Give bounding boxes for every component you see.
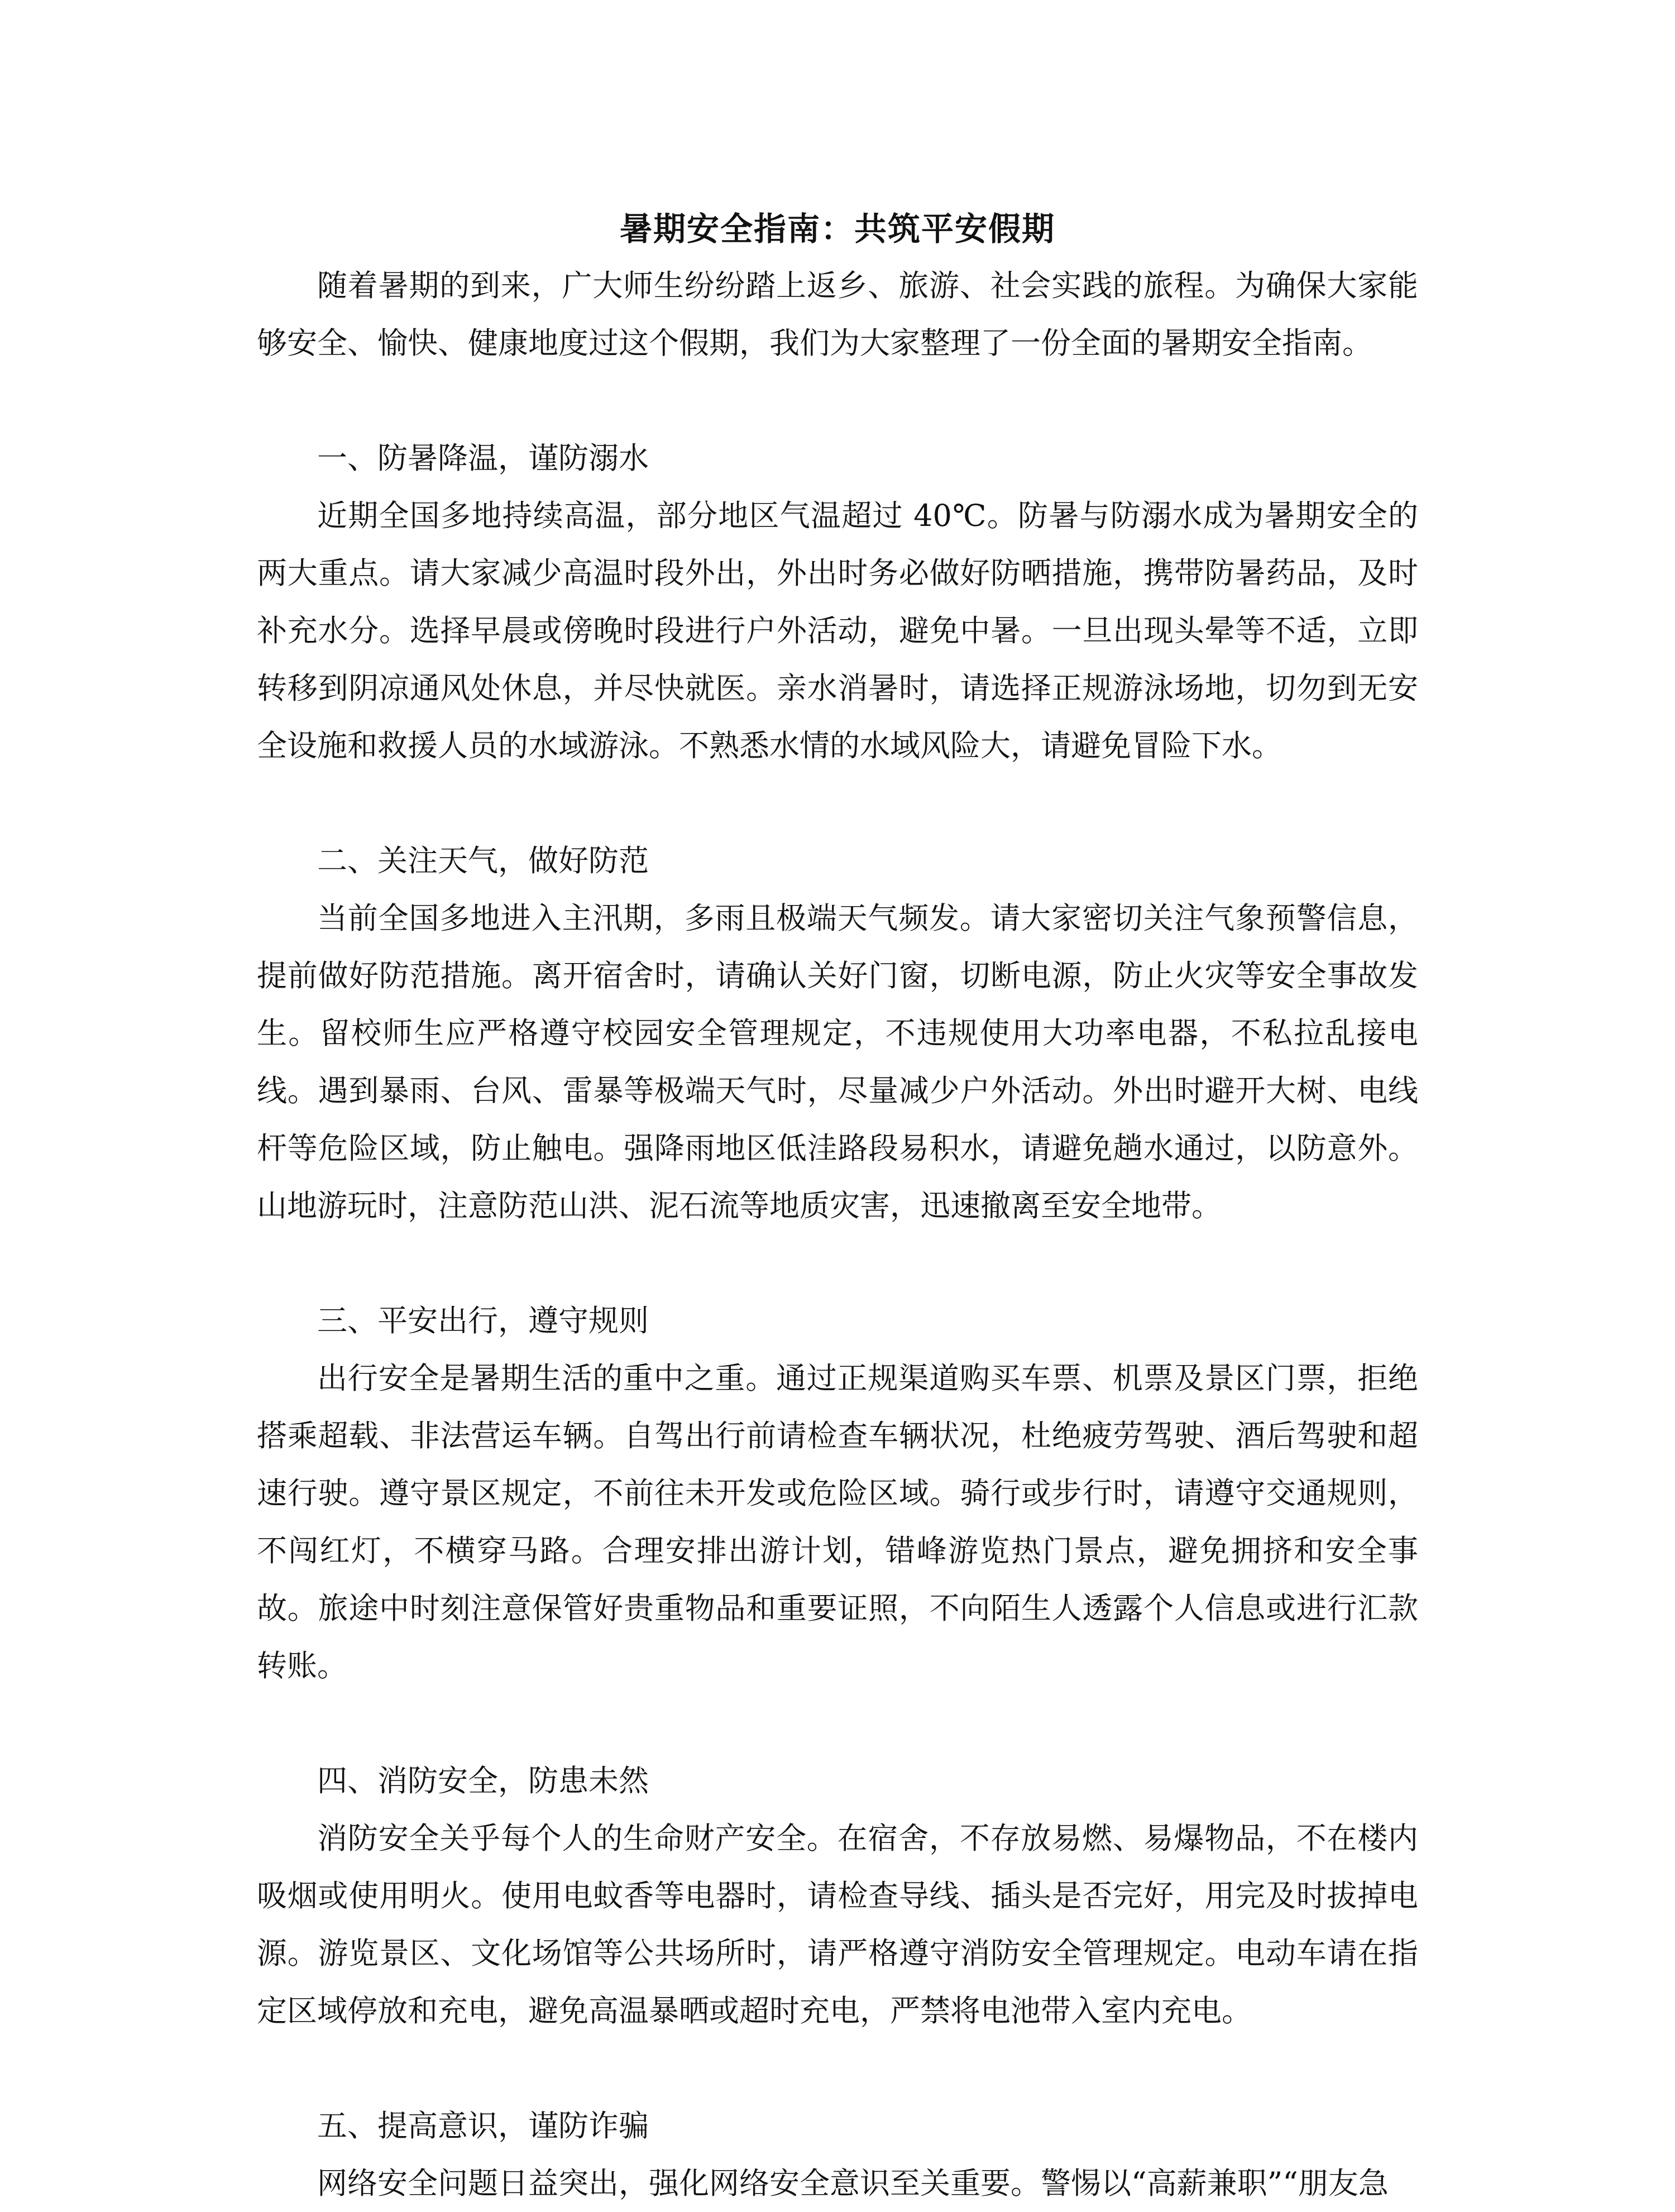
section-heading: 二、关注天气，做好防范 [317,843,649,878]
section-heading: 四、消防安全，防患未然 [317,1763,649,1798]
section-fraud-prevention [257,2097,1418,2212]
section-heatstroke-drowning [257,429,1418,774]
section-heading: 五、提高意识，谨防诈骗 [317,2108,649,2143]
section-body: 消防安全关乎每个人的生命财产安全。在宿舍，不存放易燃、易爆物品，不在楼内吸烟或使用明火。使用电蚊香等电器时，请检查导线、插头是否完好，用完及时拔掉电源。游览景区、文化场馆等公共场所时，请严格遵守消防安全管理规定。电动车请在指定区域停放和充电，避免高温暴晒或超时充电，严禁将电池带入室内充电。 [257,1821,1418,2028]
section-weather [257,832,1418,1234]
document-content [257,201,1418,2212]
section-fire-safety [257,1752,1418,2039]
document-title: 暑期安全指南：共筑平安假期 [619,210,1055,248]
section-body: 网络安全问题日益突出，强化网络安全意识至关重要。警惕以“高薪兼职”“朋友急 [317,2166,1389,2201]
section-body: 当前全国多地进入主汛期，多雨且极端天气频发。请大家密切关注气象预警信息，提前做好防范措施。离开宿舍时，请确认关好门窗，切断电源，防止火灾等安全事故发生。留校师生应严格遵守校园安全管理规定，不违规使用大功率电器，不私拉乱接电线。遇到暴雨、台风、雷暴等极端天气时，尽量减少户外活动。外出时避开大树、电线杆等危险区域，防止触电。强降雨地区低洼路段易积水，请避免趟水通过，以防意外。山地游玩时，注意防范山洪、泥石流等地质灾害，迅速撤离至安全地带。 [257,901,1418,1223]
intro-paragraph: 随着暑期的到来，广大师生纷纷踏上返乡、旅游、社会实践的旅程。为确保大家能够安全、愉快、健康地度过这个假期，我们为大家整理了一份全面的暑期安全指南。 [257,268,1418,361]
section-heading: 三、平安出行，遵守规则 [317,1303,649,1338]
section-heading: 一、防暑降温，谨防溺水 [317,441,649,476]
section-travel [257,1292,1418,1694]
section-body: 近期全国多地持续高温，部分地区气温超过 40℃。防暑与防溺水成为暑期安全的两大重点。请大家减少高温时段外出，外出时务必做好防晒措施，携带防暑药品，及时补充水分。选择早晨或傍晚时段进行户外活动，避免中暑。一旦出现头晕等不适，立即转移到阴凉通风处休息，并尽快就医。亲水消暑时，请选择正规游泳场地，切勿到无安全设施和救援人员的水域游泳。不熟悉水情的水域风险大，请避免冒险下水。 [257,498,1418,763]
section-body: 出行安全是暑期生活的重中之重。通过正规渠道购买车票、机票及景区门票，拒绝搭乘超载、非法营运车辆。自驾出行前请检查车辆状况，杜绝疲劳驾驶、酒后驾驶和超速行驶。遵守景区规定，不前往未开发或危险区域。骑行或步行时，请遵守交通规则，不闯红灯，不横穿马路。合理安排出游计划，错峰游览热门景点，避免拥挤和安全事故。旅途中时刻注意保管好贵重物品和重要证照，不向陌生人透露个人信息或进行汇款转账。 [257,1361,1418,1683]
